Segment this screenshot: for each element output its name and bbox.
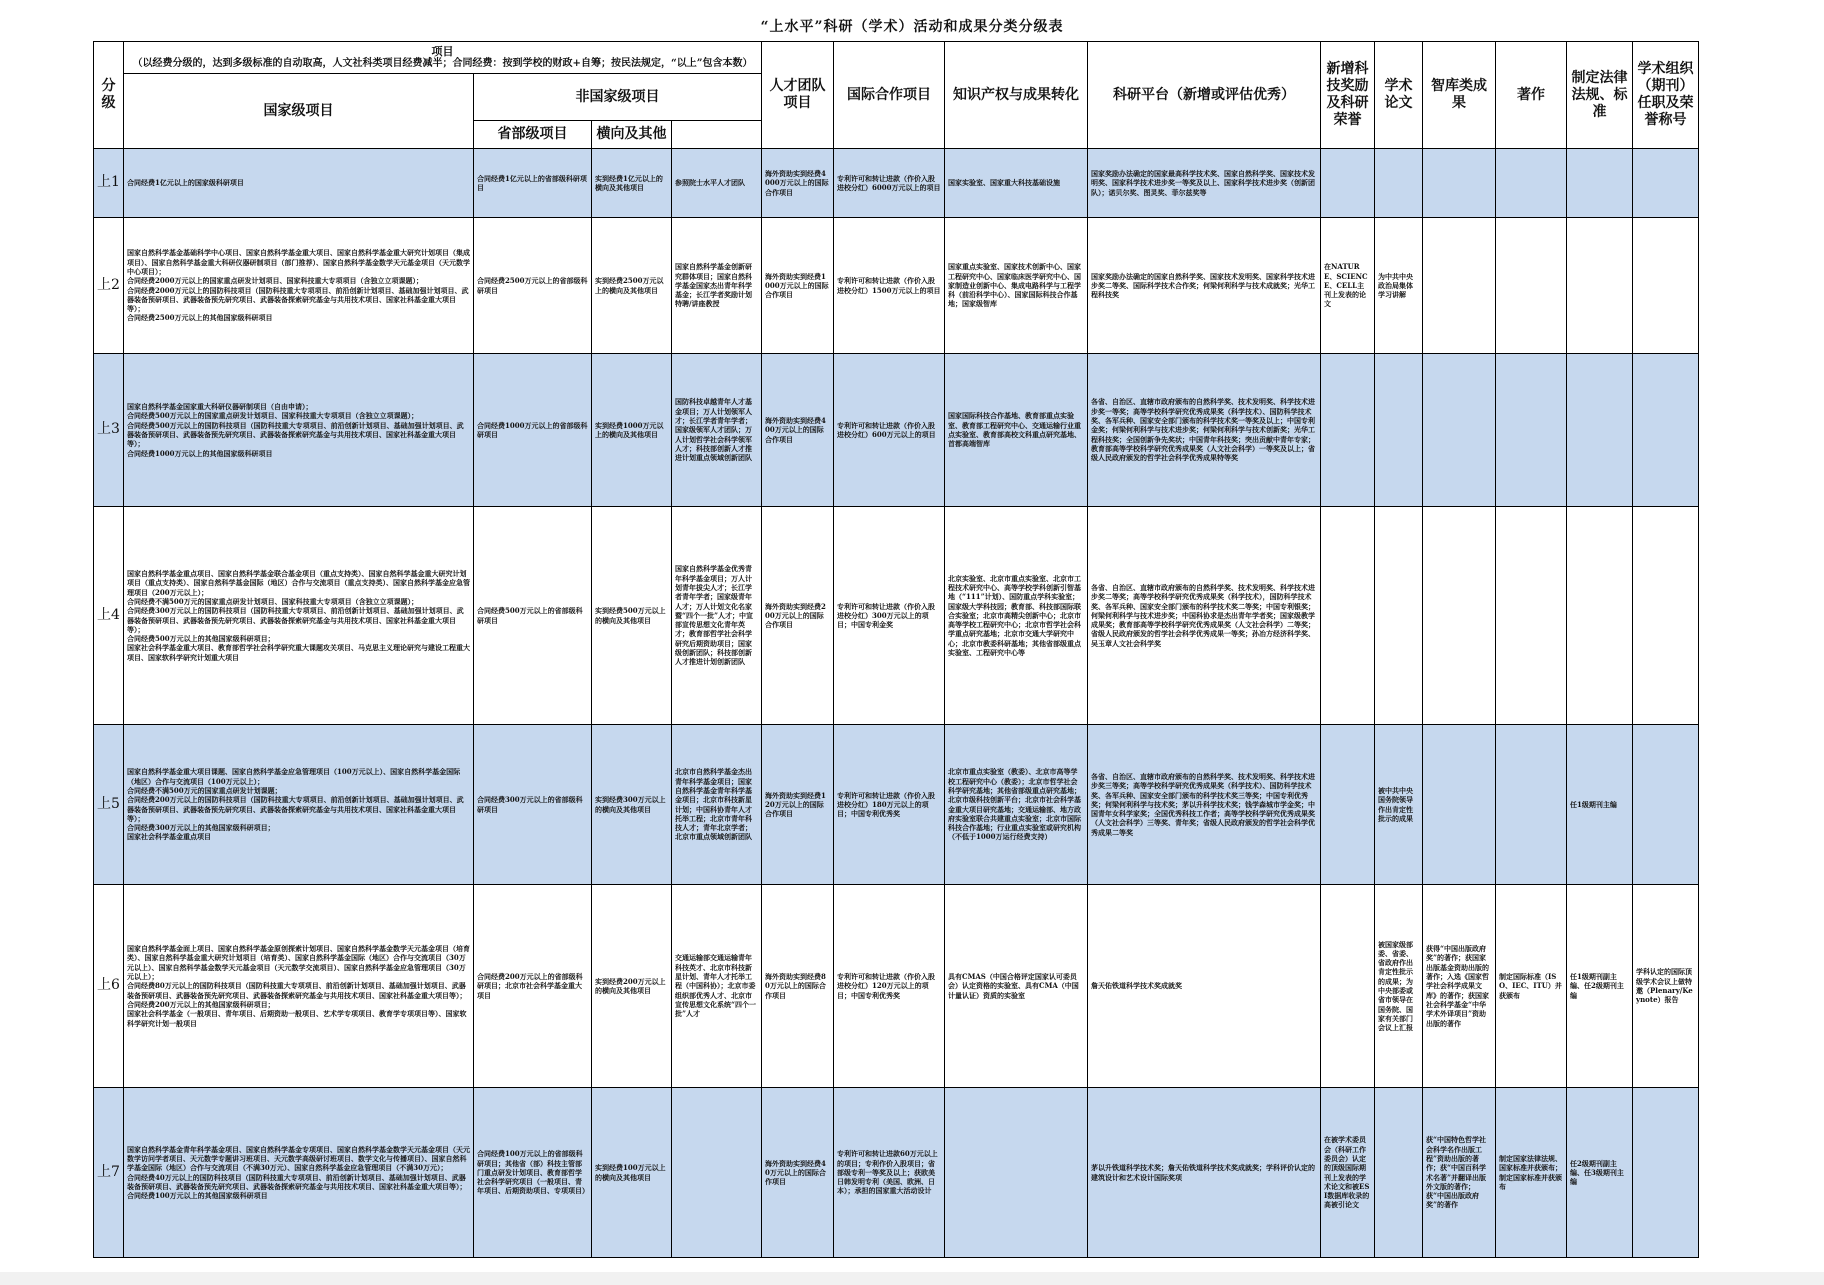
talent-cell: 国家自然科学基金创新研究群体项目；国家自然科学基金国家杰出青年科学基金；长江学者奖励计划特聘/讲座教授	[672, 218, 762, 354]
national-cell: 合同经费1亿元以上的国家级科研项目	[124, 149, 474, 218]
invited-report-cell	[1633, 725, 1699, 885]
books-cell	[1423, 354, 1496, 507]
provincial-cell: 合同经费1000万元以上的省部级科研项目	[474, 354, 592, 507]
horizontal-cell: 实到经费300万元以上的横向及其他项目	[592, 725, 672, 885]
level-cell: 上7	[94, 1088, 124, 1258]
header-project-title: 项目	[431, 45, 454, 58]
header-platform: 科研平台（新增或评估优秀）	[1088, 42, 1321, 149]
intl-cell: 海外资助实到经费1000万元以上的国际合作项目	[762, 218, 834, 354]
awards-cell: 各省、自治区、直辖市政府颁布的自然科学奖、技术发明奖、科学技术进步奖二等奖；高等学校科学研究优秀成果奖（科学技术），国防科学技术奖、各军兵种、国家安全部门颁布的科学技术奖二等奖；中国专利银奖；何梁何利科学与技术进步奖；中国科协求是杰出青年学者奖；国家级教学成果奖；教育部高等学校科学研究优秀成果奖（人文社会科学）二等奖；省级人民政府颁发的哲学社会科学优秀成果一等奖；孙冶方经济科学奖、吴玉章人文社会科学奖	[1088, 507, 1321, 725]
awards-cell: 国家奖励办法确定的国家最高科学技术奖、国家自然科学奖、国家技术发明奖、国家科学技术进步奖一等奖及以上、国家科学技术进步奖（创新团队）；诺贝尔奖、图灵奖、菲尔兹奖等	[1088, 149, 1321, 218]
awards-cell: 国家奖励办法确定的国家自然科学奖、国家技术发明奖、国家科学技术进步奖二等奖、国际科学技术合作奖；何梁何利科学与技术成就奖；光华工程科技奖	[1088, 218, 1321, 354]
platform-cell: 具有CMAS（中国合格评定国家认可委员会）认定资格的实验室、具有CMA（中国计量认证）资质的实验室	[945, 885, 1088, 1088]
table-row	[94, 1088, 1699, 1258]
platform-cell	[945, 1088, 1088, 1258]
provincial-cell: 合同经费500万元以上的省部级科研项目	[474, 507, 592, 725]
standards-cell	[1496, 149, 1567, 218]
header-academic-org: 学术组织（期刊）任职及荣誉称号	[1633, 42, 1699, 149]
platform-cell: 北京市重点实验室（教委）、北京市高等学校工程研究中心（教委）；北京市哲学社会科学研究基地；其他省部级重点研究基地；北京市级科技创新平台；北京市社会科学基金重大项目研究基地；交通运输部、地方政府实验室联合共建重点实验室；北京市国际科技合作基地；行业重点实验室或研究机构（不低于1000万运行经费支持）	[945, 725, 1088, 885]
ip-cell: 专利许可和转让进款60万元以上的项目；专利作价入股项目；省部级专利一等奖及以上；获欧美日韩发明专利（美国、欧洲、日本）；承担的国家重大活动设计	[834, 1088, 945, 1258]
header-books: 著作	[1496, 42, 1567, 149]
books-cell	[1423, 218, 1496, 354]
thinktank-cell	[1375, 1088, 1423, 1258]
platform-cell: 国家国际科技合作基地、教育部重点实验室、教育部工程研究中心、交通运输行业重点实验室、教育部高校文科重点研究基地、首都高端智库	[945, 354, 1088, 507]
academic-org-cell: 任1级期刊副主编、任2级期刊主编	[1567, 885, 1633, 1088]
table-row	[94, 885, 1699, 1088]
classification-table	[93, 41, 1699, 1258]
papers-cell	[1321, 885, 1375, 1088]
books-cell: 获得“中国出版政府奖”的著作；获国家出版基金资助出版的著作；入选《国家哲学社会科学成果文库》的著作；获国家社会科学基金“中华学术外译项目”资助出版的著作	[1423, 885, 1496, 1088]
invited-report-cell	[1633, 149, 1699, 218]
ip-cell: 专利许可和转让进款（作价入股进校分红）180万元以上的项目；中国专利优秀奖	[834, 725, 945, 885]
table-row	[94, 354, 1699, 507]
provincial-cell: 合同经费100万元以上的省部级科研项目；其他省（部）科技主管部门重点研发计划项目、教育部哲学社会科学研究项目（一般项目、青年项目、后期资助项目、专项项目）	[474, 1088, 592, 1258]
header-standards: 制定法律法规、标准	[1567, 42, 1633, 149]
talent-cell: 北京市自然科学基金杰出青年科学基金项目；国家自然科学基金青年科学基金项目；北京市科技新星计划；中国科协青年人才托举工程；北京市青年科技人才；青年北京学者；北京市重点领域创新团队	[672, 725, 762, 885]
thinktank-cell: 被国家级部委、省委、省政府作出肯定性批示的成果；为中央部委或省市领导在国务院、国家有关部门会议上汇报	[1375, 885, 1423, 1088]
national-cell: 国家自然科学基金基础科学中心项目、国家自然科学基金重大项目、国家自然科学基金重大研究计划项目（集成项目）、国家自然科学基金重大科研仪器研制项目（部门推荐）、国家自然科学基金数学天元基金项目（天元数学中心项目）； 合同经费2000万元以上的国家重点研发计划项目、国家科技重大专项项目（含独立立项课题）； 合同经费2000万元以上的国防科技项目（国防科技重大专项项目、前沿创新计划项目、基础加强计划项目、武器装备预研项目、武器装备预先研究项目、武器装备探索研究基金与共用技术项目、国家社科基金重大项目等）； 合同经费2500万元以上的其他国家级科研项目	[124, 218, 474, 354]
header-papers: 学术论文	[1375, 42, 1423, 149]
standards-cell	[1496, 507, 1567, 725]
thinktank-cell: 为中共中央政治局集体学习讲解	[1375, 218, 1423, 354]
academic-org-cell	[1567, 354, 1633, 507]
ip-cell: 专利许可和转让进款（作价入股进校分红）6000万元以上的项目	[834, 149, 945, 218]
table-row	[94, 149, 1699, 218]
intl-cell: 海外资助实到经费400万元以上的国际合作项目	[762, 354, 834, 507]
books-cell: 获“中国特色哲学社会科学名作出版工程”资助出版的著作；获“中国百科学术名著”并翻译出版外文版的著作；获“中国出版政府奖”的著作	[1423, 1088, 1496, 1258]
national-cell: 国家自然科学基金重大项目课题、国家自然科学基金应急管理项目（100万元以上）、国家自然科学基金国际（地区）合作与交流项目（100万元以上）； 合同经费不满500万元的国家重点研发计划课题； 合同经费200万元以上的国防科技项目（国防科技重大专项项目、前沿创新计划项目、基础加强计划项目、武器装备预研项目、武器装备预先研究项目、武器装备探索研究基金与共用技术项目、国家社科基金重大项目等）； 合同经费300万元以上的其他国家级科研项目； 国家社会科学基金重点项目	[124, 725, 474, 885]
ip-cell: 专利许可和转让进款（作价入股进校分红）600万元以上的项目	[834, 354, 945, 507]
horizontal-cell: 实到经费1000万元以上的横向及其他项目	[592, 354, 672, 507]
national-cell: 国家自然科学基金青年科学基金项目、国家自然科学基金专项项目、国家自然科学基金数学天元基金项目（天元数学访问学者项目、天元数学专题讲习班项目、天元数学高级研讨班项目、数学文化与传播项目）、国家自然科学基金国际（地区）合作与交流项目（不满30万元）、国家自然科学基金应急管理项目（不满30万元）； 合同经费40万元以上的国防科技项目（国防科技重大专项项目、前沿创新计划项目、基础加强计划项目、武器装备预研项目、武器装备预先研究项目、武器装备探索研究基金与共用技术项目、国家社科基金重大项目等）； 合同经费100万元以上的其他国家级科研项目	[124, 1088, 474, 1258]
intl-cell: 海外资助实到经费4000万元以上的国际合作项目	[762, 149, 834, 218]
platform-cell: 国家重点实验室、国家技术创新中心、国家工程研究中心、国家临床医学研究中心、国家制造业创新中心、集成电路科学与工程学科（前沿科学中心）、国家国际科技合作基地；国家级智库	[945, 218, 1088, 354]
papers-cell	[1321, 507, 1375, 725]
thinktank-cell	[1375, 149, 1423, 218]
papers-cell: 在NATURE、SCIENCE、CELL主刊上发表的论文	[1321, 218, 1375, 354]
provincial-cell: 合同经费300万元以上的省部级科研项目	[474, 725, 592, 885]
header-horizontal: 横向及其他	[592, 121, 672, 149]
header-thinktank: 智库类成果	[1423, 42, 1496, 149]
level-cell: 上6	[94, 885, 124, 1088]
talent-cell: 国家自然科学基金优秀青年科学基金项目；万人计划青年拔尖人才；长江学者青年学者；国家级青年人才；万人计划文化名家暨“四个一批”人才；中宣部宣传思想文化青年英才；教育部哲学社会科学研究后期资助项目；国家级创新团队；科技部创新人才推进计划创新团队	[672, 507, 762, 725]
academic-org-cell	[1567, 149, 1633, 218]
platform-cell: 国家实验室、国家重大科技基础设施	[945, 149, 1088, 218]
ip-cell: 专利许可和转让进款（作价入股进校分红）1500万元以上的项目	[834, 218, 945, 354]
horizontal-cell: 实到经费100万元以上的横向及其他项目	[592, 1088, 672, 1258]
papers-cell	[1321, 354, 1375, 507]
header-non-national: 非国家级项目	[474, 74, 762, 121]
provincial-cell: 合同经费1亿元以上的省部级科研项目	[474, 149, 592, 218]
level-cell: 上5	[94, 725, 124, 885]
talent-cell: 交通运输部交通运输青年科技英才、北京市科技新星计划、青年人才托举工程（中国科协）；北京市委组织部优秀人才、北京市宣传思想文化系统“四个一批”人才	[672, 885, 762, 1088]
horizontal-cell: 实到经费200万元以上的横向及其他项目	[592, 885, 672, 1088]
academic-org-cell	[1567, 218, 1633, 354]
standards-cell	[1496, 725, 1567, 885]
level-cell: 上3	[94, 354, 124, 507]
header-provincial: 省部级项目	[474, 121, 592, 149]
awards-cell: 各省、自治区、直辖市政府颁布的自然科学奖、技术发明奖、科学技术进步奖三等奖；高等学校科学研究优秀成果奖（科学技术）、国防科学技术奖、各军兵种、国家安全部门颁布的科学技术奖三等奖；中国专利优秀奖；何梁何利科学与技术奖；茅以升科学技术奖；钱学森城市学金奖；中国青年女科学家奖；全国优秀科技工作者；高等学校科学研究优秀成果奖（人文社会科学）三等奖、青年奖；省级人民政府颁发的哲学社会科学优秀成果二等奖	[1088, 725, 1321, 885]
invited-report-cell	[1633, 507, 1699, 725]
horizontal-cell: 实到经费1亿元以上的横向及其他项目	[592, 149, 672, 218]
level-cell: 上2	[94, 218, 124, 354]
intl-cell: 海外资助实到经费40万元以上的国际合作项目	[762, 1088, 834, 1258]
header-project-group	[124, 42, 762, 74]
talent-cell	[672, 1088, 762, 1258]
horizontal-cell: 实到经费2500万元以上的横向及其他项目	[592, 218, 672, 354]
level-cell: 上1	[94, 149, 124, 218]
provincial-cell: 合同经费2500万元以上的省部级科研项目	[474, 218, 592, 354]
awards-cell: 各省、自治区、直辖市政府颁布的自然科学奖、技术发明奖、科学技术进步奖一等奖；高等学校科学研究优秀成果奖（科学技术）、国防科学技术奖、各军兵种、国家安全部门颁布的科学技术奖一等奖及以上；中国专利金奖；何梁何利科学与技术进步奖；何梁何利科学与技术创新奖；光华工程科技奖；全国创新争先奖状；中国青年科技奖；突出贡献中青年专家；教育部高等学校科学研究优秀成果奖（人文社会科学）一等奖及以上；省级人民政府颁发的哲学社会科学优秀成果特等奖	[1088, 354, 1321, 507]
awards-cell: 茅以升铁道科学技术奖；詹天佑铁道科学技术奖成就奖；学科评价认定的建筑设计和艺术设计国际奖项	[1088, 1088, 1321, 1258]
talent-cell: 国防科技卓越青年人才基金项目；万人计划领军人才；长江学者青年学者；国家级领军人才团队；万人计划哲学社会科学领军人才；科技部创新人才推进计划重点领域创新团队	[672, 354, 762, 507]
header-awards: 新增科技奖励及科研荣誉	[1321, 42, 1375, 149]
academic-org-cell: 任1级期刊主编	[1567, 725, 1633, 885]
books-cell	[1423, 149, 1496, 218]
books-cell	[1423, 507, 1496, 725]
talent-cell: 参照院士水平人才团队	[672, 149, 762, 218]
header-talent: 人才团队项目	[762, 42, 834, 149]
provincial-cell: 合同经费200万元以上的省部级科研项目；北京市社会科学基金重大项目	[474, 885, 592, 1088]
ip-cell: 专利许可和转让进款（作价入股进校分红）120万元以上的项目；中国专利优秀奖	[834, 885, 945, 1088]
header-ip: 知识产权与成果转化	[945, 42, 1088, 149]
papers-cell	[1321, 149, 1375, 218]
invited-report-cell: 学科认定的国际顶级学术会议上做特邀（Plenary/Keynote）报告	[1633, 885, 1699, 1088]
page-bottom-margin	[0, 1272, 1824, 1285]
thinktank-cell	[1375, 354, 1423, 507]
invited-report-cell	[1633, 354, 1699, 507]
books-cell	[1423, 725, 1496, 885]
standards-cell	[1496, 354, 1567, 507]
header-project-note: （以经费分级的，达到多级标准的自动取高，人文社科类项目经费减半；合同经费：按到学校的财政+自筹；按民法规定，“以上”包含本数）	[132, 58, 753, 69]
standards-cell	[1496, 218, 1567, 354]
thinktank-cell	[1375, 507, 1423, 725]
papers-cell: 在被学术委员会（科研工作委员会）认定的顶级国际期刊上发表的学术论文和被ESI数据库收录的高被引论文	[1321, 1088, 1375, 1258]
table-row	[94, 218, 1699, 354]
ip-cell: 专利许可和转让进款（作价入股进校分红）300万元以上的项目；中国专利金奖	[834, 507, 945, 725]
intl-cell: 海外资助实到经费80万元以上的国际合作项目	[762, 885, 834, 1088]
standards-cell: 制定国际标准（ISO、IEC、ITU）并获颁布	[1496, 885, 1567, 1088]
horizontal-cell: 实到经费500万元以上的横向及其他项目	[592, 507, 672, 725]
level-cell: 上4	[94, 507, 124, 725]
intl-cell: 海外资助实到经费120万元以上的国际合作项目	[762, 725, 834, 885]
awards-cell: 詹天佑铁道科学技术奖成就奖	[1088, 885, 1321, 1088]
document-title: “上水平”科研（学术）活动和成果分类分级表	[760, 19, 1064, 35]
academic-org-cell: 任2级期刊副主编、任3级期刊主编	[1567, 1088, 1633, 1258]
table-row	[94, 507, 1699, 725]
academic-org-cell	[1567, 507, 1633, 725]
invited-report-cell	[1633, 1088, 1699, 1258]
standards-cell: 制定国家法律法规、国家标准并获颁布；制定国家标准并获颁布	[1496, 1088, 1567, 1258]
national-cell: 国家自然科学基金重点项目、国家自然科学基金联合基金项目（重点支持类）、国家自然科学基金重大研究计划项目（重点支持类）、国家自然科学基金国际（地区）合作与交流项目（重点支持类）、国家自然科学基金应急管理项目（200万元以上）； 合同经费不满500万元的国家重点研发计划项目、国家科技重大专项项目（含独立立项课题）； 合同经费300万元以上的国防科技项目（国防科技重大专项项目、前沿创新计划项目、基础加强计划项目、武器装备预研项目、武器装备预先研究项目、武器装备探索研究基金与共用技术项目、国家社科基金重大项目等）； 合同经费500万元以上的其他国家级科研项目； 国家社会科学基金重大项目、教育部哲学社会科学研究重大课题攻关项目、马克思主义理论研究与建设工程重大项目、国家软科学研究计划重大项目	[124, 507, 474, 725]
intl-cell: 海外资助实到经费200万元以上的国际合作项目	[762, 507, 834, 725]
platform-cell: 北京实验室、北京市重点实验室、北京市工程技术研究中心、高等学校学科创新引智基地（“111”计划）、国防重点学科实验室；国家级大学科技园；教育部、科技部国际联合实验室；北京市高精尖创新中心；北京市高等学校工程研究中心；北京市哲学社会科学重点研究基地；北京市交通大学研究中心；北京市教委科研基地；其他省部级重点实验室、工程研究中心等	[945, 507, 1088, 725]
header-level: 分级	[94, 42, 124, 149]
header-intl: 国际合作项目	[834, 42, 945, 149]
national-cell: 国家自然科学基金国家重大科研仪器研制项目（自由申请）； 合同经费500万元以上的国家重点研发计划项目、国家科技重大专项项目（含独立立项课题）； 合同经费500万元以上的国防科技项目（国防科技重大专项项目、前沿创新计划项目、基础加强计划项目、武器装备预研项目、武器装备预先研究项目、武器装备探索研究基金与共用技术项目、国家社科基金重大项目等）； 合同经费1000万元以上的其他国家级科研项目	[124, 354, 474, 507]
national-cell: 国家自然科学基金面上项目、国家自然科学基金原创探索计划项目、国家自然科学基金数学天元基金项目（培育类）、国家自然科学基金重大研究计划项目（培育类）、国家自然科学基金国际（地区）合作与交流项目（30万元以上）、国家自然科学基金数学天元基金项目（天元数学交流项目）、国家自然科学基金应急管理项目（30万元以上）； 合同经费80万元以上的国防科技项目（国防科技重大专项项目、前沿创新计划项目、基础加强计划项目、武器装备预研项目、武器装备预先研究项目、武器装备探索研究基金与共用技术项目、国家社科基金重大项目等）； 合同经费200万元以上的其他国家级科研项目； 国家社会科学基金（一般项目、青年项目、后期资助一般项目、艺术学专项项目、教育学专项项目等）、国家软科学研究计划一般项目	[124, 885, 474, 1088]
thinktank-cell: 被中共中央国务院领导作出肯定性批示的成果	[1375, 725, 1423, 885]
table-row	[94, 725, 1699, 885]
invited-report-cell	[1633, 218, 1699, 354]
papers-cell	[1321, 725, 1375, 885]
header-national: 国家级项目	[124, 74, 474, 149]
